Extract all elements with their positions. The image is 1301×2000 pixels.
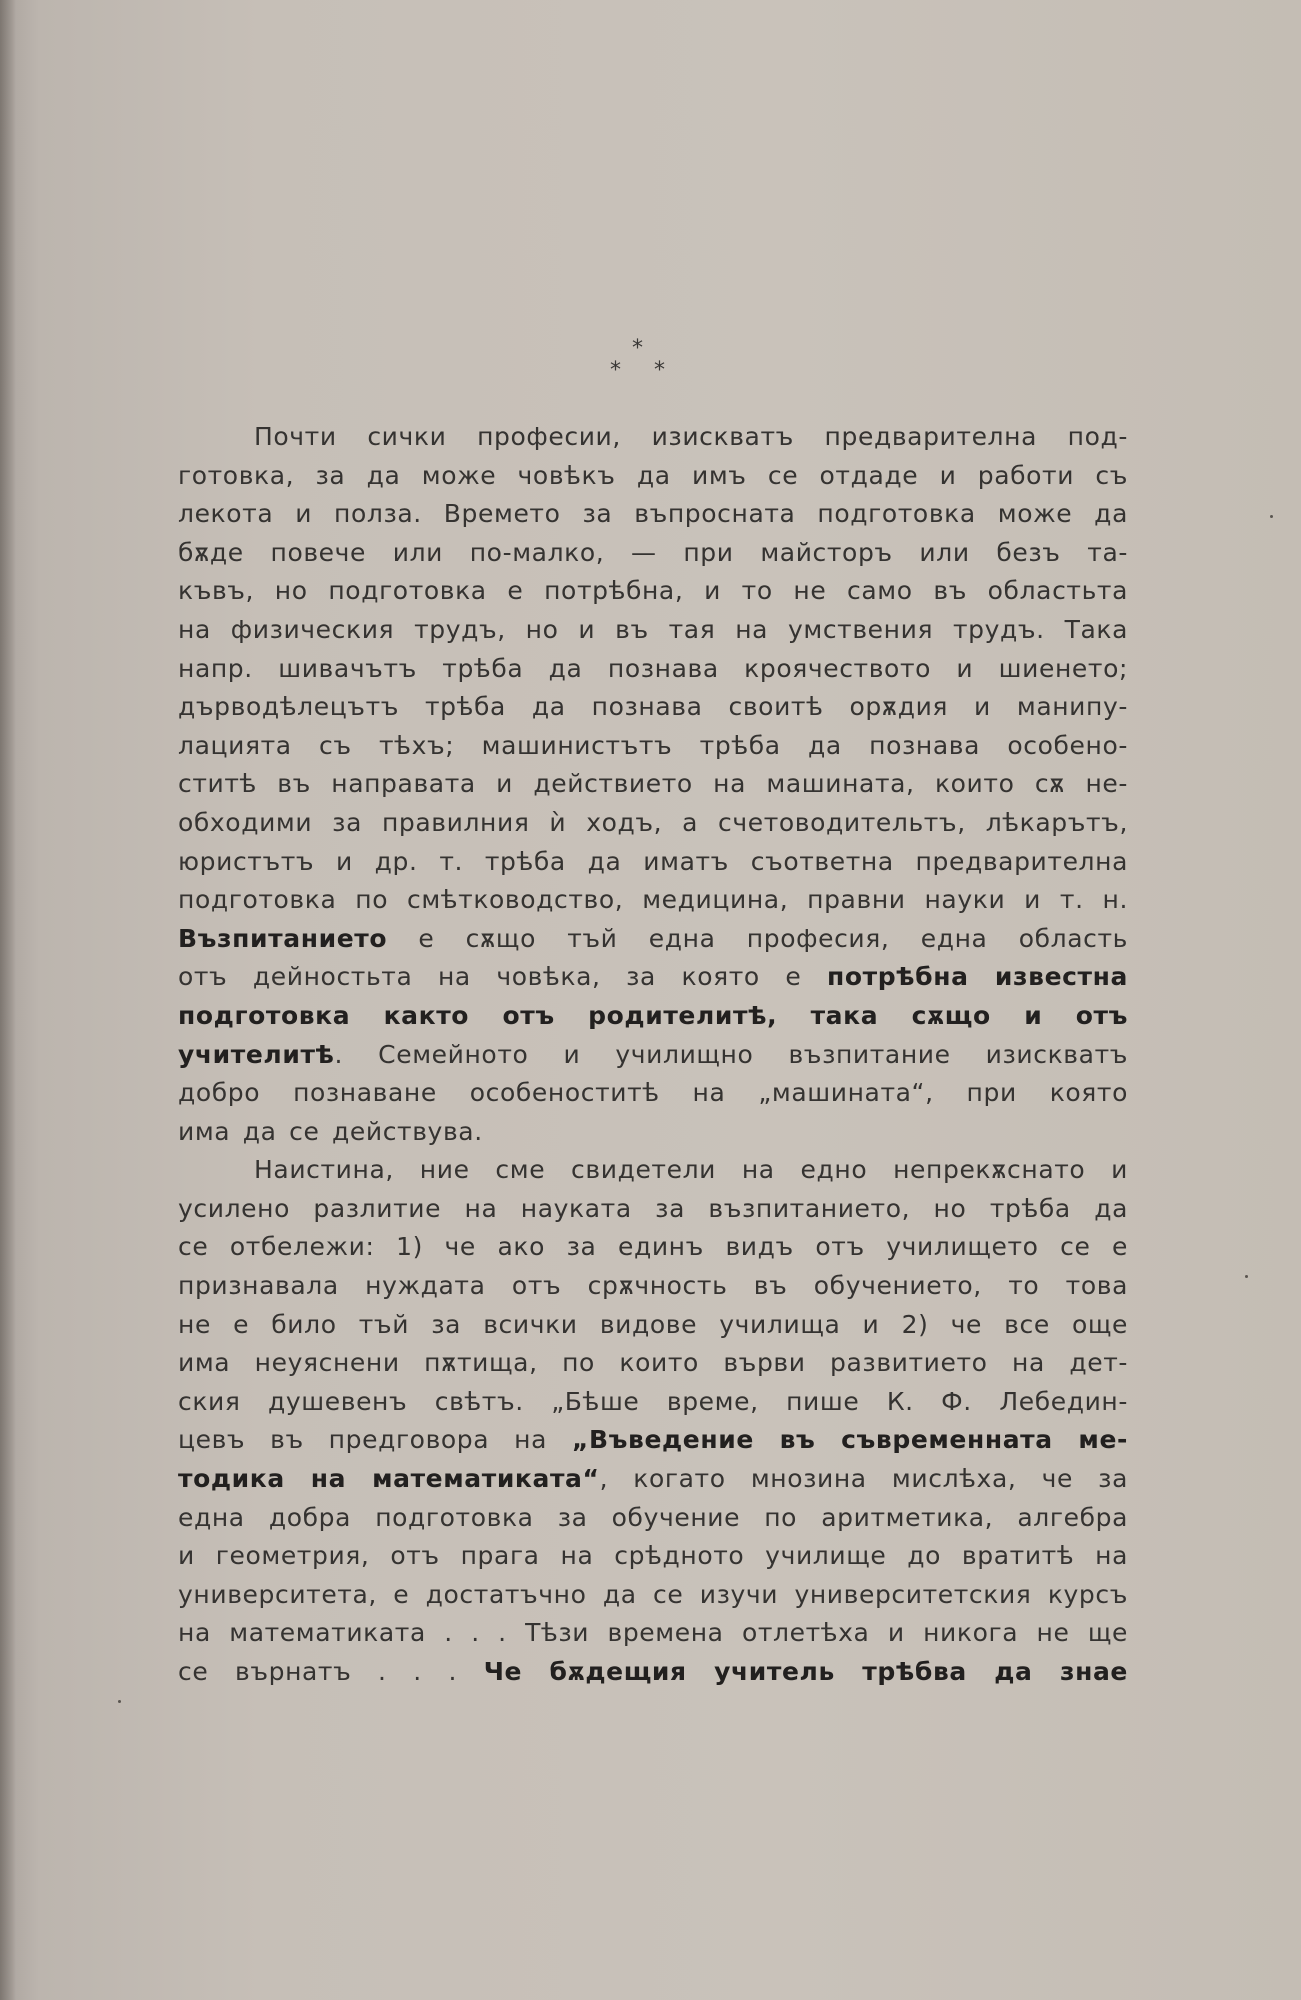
text-line bbox=[178, 804, 1128, 843]
text-line bbox=[178, 534, 1128, 573]
text-run: . Семейното и училищно възпитание изискватъ bbox=[334, 1039, 1128, 1069]
text-run: къвъ, но подготовка е потрѣбна, и то не само въ областьта bbox=[178, 576, 1128, 606]
text-line bbox=[178, 611, 1128, 650]
text-line bbox=[178, 1344, 1128, 1383]
text-run: на физическия трудъ, но и въ тая на умствения трудъ. Така bbox=[178, 614, 1128, 644]
text-run: готовка, за да може човѣкъ да имъ се отдаде и работи съ bbox=[178, 460, 1128, 490]
paper-speck bbox=[1270, 515, 1273, 518]
text-line bbox=[178, 1267, 1128, 1306]
text-line bbox=[178, 1036, 1128, 1075]
bold-text-run: тодика на математиката“ bbox=[178, 1464, 600, 1494]
text-line bbox=[178, 1421, 1128, 1460]
text-run: обходими за правилния ѝ ходъ, а счетоводительтъ, лѣкарътъ, bbox=[178, 807, 1128, 837]
text-line bbox=[178, 688, 1128, 727]
text-line bbox=[178, 958, 1128, 997]
ornament-star: * bbox=[632, 336, 643, 361]
text-run: подготовка по смѣтководство, медицина, правни науки и т. н. bbox=[178, 885, 1128, 915]
text-line bbox=[178, 1383, 1128, 1422]
text-run: ския душевенъ свѣтъ. „Бѣше време, пише К. Ф. Лебедин- bbox=[178, 1386, 1128, 1416]
text-line bbox=[178, 572, 1128, 611]
text-line bbox=[178, 1074, 1128, 1113]
paragraph-1 bbox=[178, 418, 1128, 1151]
text-run: и геометрия, отъ прага на срѣдното училище до вратитѣ на bbox=[178, 1541, 1128, 1571]
text-line bbox=[178, 843, 1128, 882]
text-run: цевъ въ предговора на bbox=[178, 1425, 572, 1455]
text-line bbox=[178, 1537, 1128, 1576]
text-run: на математиката . . . Тѣзи времена отлетѣха и никога не ще bbox=[178, 1618, 1128, 1648]
text-line bbox=[178, 650, 1128, 689]
text-run: се отбележи: 1) че ако за единъ видъ отъ училището се е bbox=[178, 1232, 1128, 1262]
paper-speck bbox=[1245, 1275, 1248, 1278]
text-line bbox=[178, 1113, 1128, 1152]
text-line bbox=[178, 765, 1128, 804]
text-run: Наистина, ние сме свидетели на едно непрекѫснато и bbox=[254, 1155, 1128, 1185]
text-run: отъ дейностьта на човѣка, за която е bbox=[178, 962, 827, 992]
text-line bbox=[178, 1614, 1128, 1653]
text-run: ститѣ въ направата и действието на машината, които сѫ не- bbox=[178, 769, 1128, 799]
text-run: юристътъ и др. т. трѣба да иматъ съответна предварителна bbox=[178, 846, 1128, 876]
text-run: се върнатъ . . . bbox=[178, 1657, 484, 1686]
bold-text-run: подготовка както отъ родителитѣ, така сѫщо и отъ bbox=[178, 1000, 1128, 1030]
text-run: Почти сички професии, изискватъ предварителна под- bbox=[254, 422, 1128, 451]
text-line bbox=[178, 418, 1128, 457]
text-line bbox=[178, 1653, 1128, 1692]
text-line bbox=[178, 1499, 1128, 1538]
text-run: , когато мнозина мислѣха, че за bbox=[599, 1464, 1128, 1494]
text-line bbox=[178, 1576, 1128, 1615]
text-line bbox=[178, 920, 1128, 959]
text-line bbox=[178, 1306, 1128, 1345]
text-run: лекота и полза. Времето за въпросната подготовка може да bbox=[178, 499, 1128, 529]
text-run: има да се действува. bbox=[178, 1116, 483, 1146]
paragraph-2 bbox=[178, 1151, 1128, 1691]
text-run: признавала нуждата отъ срѫчность въ обучениeто, то това bbox=[178, 1271, 1128, 1301]
ornament-star: * bbox=[654, 358, 665, 383]
text-line bbox=[178, 495, 1128, 534]
text-line bbox=[178, 997, 1128, 1036]
text-line bbox=[178, 1151, 1128, 1190]
paper-speck bbox=[118, 1700, 121, 1703]
text-line bbox=[178, 1190, 1128, 1229]
text-run: напр. шивачътъ трѣба да познава кроячеството и шиенето; bbox=[178, 653, 1128, 683]
page-binding-edge bbox=[0, 0, 16, 2000]
bold-text-run: потрѣбна известна bbox=[826, 962, 1128, 992]
text-line bbox=[178, 727, 1128, 766]
bold-text-run: Възпитанието bbox=[178, 923, 388, 953]
text-run: е сѫщо тъй една професия, една область bbox=[387, 923, 1128, 953]
text-run: усилено разлитие на науката за възпитанието, но трѣба да bbox=[178, 1193, 1128, 1223]
text-run: лацията съ тѣхъ; машинистътъ трѣба да познава особено- bbox=[178, 730, 1128, 760]
bold-text-run: учителитѣ bbox=[178, 1039, 335, 1069]
text-run: дърводѣлецътъ трѣба да познава своитѣ орѫдия и манипу- bbox=[178, 692, 1128, 722]
text-run: бѫде повече или по-малко, — при майсторъ или безъ та- bbox=[178, 537, 1128, 567]
text-line bbox=[178, 881, 1128, 920]
asterism-ornament bbox=[600, 338, 680, 390]
text-line bbox=[178, 1460, 1128, 1499]
text-line bbox=[178, 1228, 1128, 1267]
text-run: една добра подготовка за обучение по аритметика, алгебра bbox=[178, 1502, 1128, 1532]
bold-text-run: Че бѫдещия учитель трѣбва да знае bbox=[483, 1657, 1128, 1686]
text-run: има неуяснени пѫтища, по които върви развитието на дет- bbox=[178, 1348, 1128, 1378]
text-run: не е било тъй за всички видове училища и 2) че все още bbox=[178, 1309, 1128, 1339]
text-line bbox=[178, 457, 1128, 496]
body-text bbox=[178, 418, 1128, 1692]
text-run: университета, е достатъчно да се изучи университетския курсъ bbox=[178, 1579, 1128, 1609]
text-run: добро познаване особеноститѣ на „машината“, при която bbox=[178, 1078, 1128, 1108]
bold-text-run: „Въведение въ съвременната ме- bbox=[571, 1425, 1128, 1455]
ornament-star: * bbox=[610, 358, 621, 383]
